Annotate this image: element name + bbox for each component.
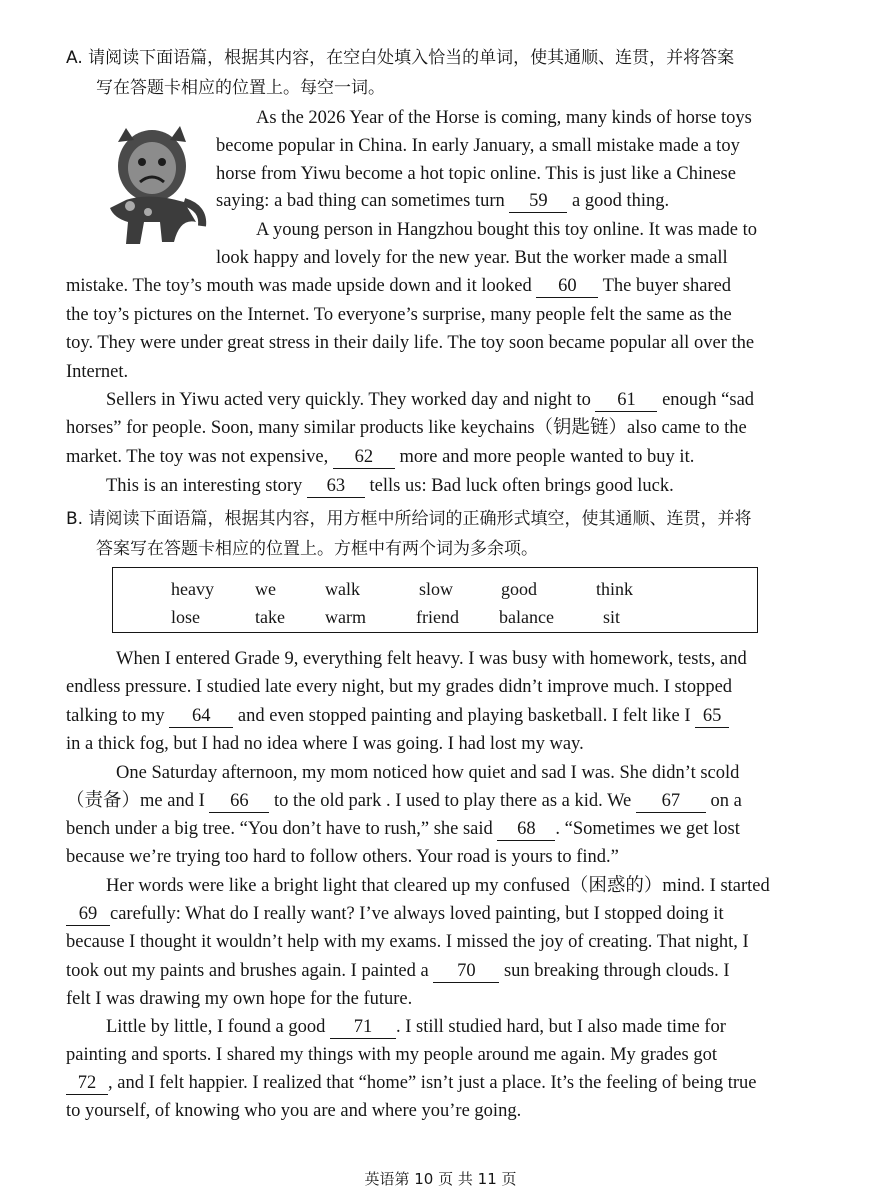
text: , and I felt happier. I realized that “home” isn’t just a place. It’s the feeling of being true	[108, 1073, 757, 1093]
blank-67[interactable]: 67	[636, 790, 706, 813]
word-box-item: good	[501, 579, 537, 599]
passage-b-line: painting and sports. I shared my things with my people around me again. My grades got	[66, 1045, 717, 1065]
passage-a-line: toy. They were under great stress in their daily life. The toy soon became popular all over the	[66, 333, 755, 353]
text: on a	[710, 791, 742, 811]
text: enough “sad	[662, 390, 755, 410]
passage-b-line	[66, 957, 730, 985]
passage-b-line	[66, 702, 729, 730]
blank-64[interactable]: 64	[169, 705, 233, 728]
passage-b-line	[66, 1069, 756, 1097]
word-box-item: take	[255, 607, 285, 627]
passage-b-line: When I entered Grade 9, everything felt heavy. I was busy with homework, tests, and	[116, 649, 747, 669]
passage-a-line: horse from Yiwu become a hot topic online. This is just like a Chinese	[216, 164, 736, 184]
passage-a-line: become popular in China. In early January, a small mistake made a toy	[216, 136, 740, 156]
page-footer: 英语第 10 页 共 11 页	[364, 1170, 517, 1188]
text: The buyer shared	[602, 276, 732, 296]
passage-a-line: the toy’s pictures on the Internet. To everyone’s surprise, many people felt the same as the	[66, 305, 732, 325]
passage-a-line	[106, 472, 674, 500]
section-a-instruction: A. 请阅读下面语篇，根据其内容，在空白处填入恰当的单词，使其通顺、连贯，并将答案	[66, 48, 735, 68]
passage-a-line: look happy and lovely for the new year. But the worker made a small	[216, 248, 728, 268]
text: Little by little, I found a good	[106, 1017, 326, 1037]
word-box-item: friend	[416, 607, 459, 627]
word-box-item: we	[255, 579, 276, 599]
text: mistake. The toy’s mouth was made upside down and it looked	[66, 276, 532, 296]
text: took out my paints and brushes again. I painted a	[66, 961, 429, 981]
text: bench under a big tree. “You don’t have to rush,” she said	[66, 819, 493, 839]
text: and even stopped painting and playing basketball. I felt like I	[237, 706, 691, 726]
text: talking to my	[66, 706, 165, 726]
blank-71[interactable]: 71	[330, 1016, 396, 1039]
text: carefully: What do I really want? I’ve always loved painting, but I stopped doing it	[110, 904, 724, 924]
passage-a-line: A young person in Hangzhou bought this toy online. It was made to	[256, 220, 757, 240]
section-b-instruction: B. 请阅读下面语篇，根据其内容，用方框中所给词的正确形式填空，使其通顺、连贯，并将	[66, 509, 752, 529]
passage-a-line	[66, 443, 694, 471]
blank-65[interactable]: 65	[695, 705, 729, 728]
blank-68[interactable]: 68	[497, 818, 555, 841]
passage-b-line	[106, 1013, 726, 1041]
passage-a-line: As the 2026 Year of the Horse is coming, many kinds of horse toys	[256, 108, 752, 128]
passage-b-line: One Saturday afternoon, my mom noticed how quiet and sad I was. She didn’t scold	[116, 763, 740, 783]
blank-61[interactable]: 61	[595, 389, 657, 412]
word-box-item: warm	[325, 607, 366, 627]
text: This is an interesting story	[106, 476, 303, 496]
blank-70[interactable]: 70	[433, 960, 499, 983]
blank-66[interactable]: 66	[209, 790, 269, 813]
passage-b-line: to yourself, of knowing who you are and where you’re going.	[66, 1101, 522, 1121]
blank-69[interactable]: 69	[66, 903, 110, 926]
word-box-item: balance	[499, 607, 554, 627]
blank-63[interactable]: 63	[307, 475, 365, 498]
passage-a-line: Internet.	[66, 362, 129, 382]
passage-b-line: because we’re trying too hard to follow others. Your road is yours to find.”	[66, 847, 619, 867]
passage-b-line: Her words were like a bright light that cleared up my confused（困惑的）mind. I started	[106, 876, 770, 896]
text: more and more people wanted to buy it.	[399, 447, 695, 467]
text: tells us: Bad luck often brings good luck.	[369, 476, 674, 496]
text: sun breaking through clouds. I	[503, 961, 730, 981]
text: （责备）me and I	[66, 791, 205, 811]
passage-a-line: horses” for people. Soon, many similar products like keychains（钥匙链）also came to the	[66, 418, 747, 438]
text: market. The toy was not expensive,	[66, 447, 329, 467]
text: . I still studied hard, but I also made time for	[396, 1017, 726, 1037]
word-box-item: sit	[603, 607, 621, 627]
section-b-instruction-cont: 答案写在答题卡相应的位置上。方框中有两个词为多余项。	[96, 539, 538, 559]
word-box	[112, 567, 758, 633]
blank-60[interactable]: 60	[536, 275, 598, 298]
toy-horse-image	[100, 122, 208, 246]
passage-b-line: endless pressure. I studied late every night, but my grades didn’t improve much. I stopped	[66, 677, 733, 697]
passage-b-line: in a thick fog, but I had no idea where I was going. I had lost my way.	[66, 734, 584, 754]
passage-b-line: because I thought it wouldn’t help with my exams. I missed the joy of creating. That night, I	[66, 932, 749, 952]
passage-b-line	[66, 815, 740, 843]
passage-a-line	[66, 272, 731, 300]
passage-b-line: felt I was drawing my own hope for the future.	[66, 989, 413, 1009]
blank-62[interactable]: 62	[333, 446, 395, 469]
text: a good thing.	[572, 191, 670, 211]
passage-b-line	[66, 787, 742, 815]
passage-a-line	[106, 386, 754, 414]
word-box-item: slow	[419, 579, 454, 599]
section-a-instruction-cont: 写在答题卡相应的位置上。每空一词。	[96, 78, 385, 98]
text: . “Sometimes we get lost	[555, 819, 740, 839]
text: saying: a bad thing can sometimes turn	[216, 191, 505, 211]
text: Sellers in Yiwu acted very quickly. They worked day and night to	[106, 390, 591, 410]
word-box-item: lose	[171, 607, 200, 627]
word-box-item: walk	[325, 579, 360, 599]
passage-a-line	[216, 187, 669, 215]
word-box-item: think	[596, 579, 634, 599]
passage-b-line	[66, 900, 724, 928]
text: to the old park . I used to play there as a kid. We	[273, 791, 632, 811]
word-box-item: heavy	[171, 579, 214, 599]
blank-72[interactable]: 72	[66, 1072, 108, 1095]
blank-59[interactable]: 59	[509, 190, 567, 213]
